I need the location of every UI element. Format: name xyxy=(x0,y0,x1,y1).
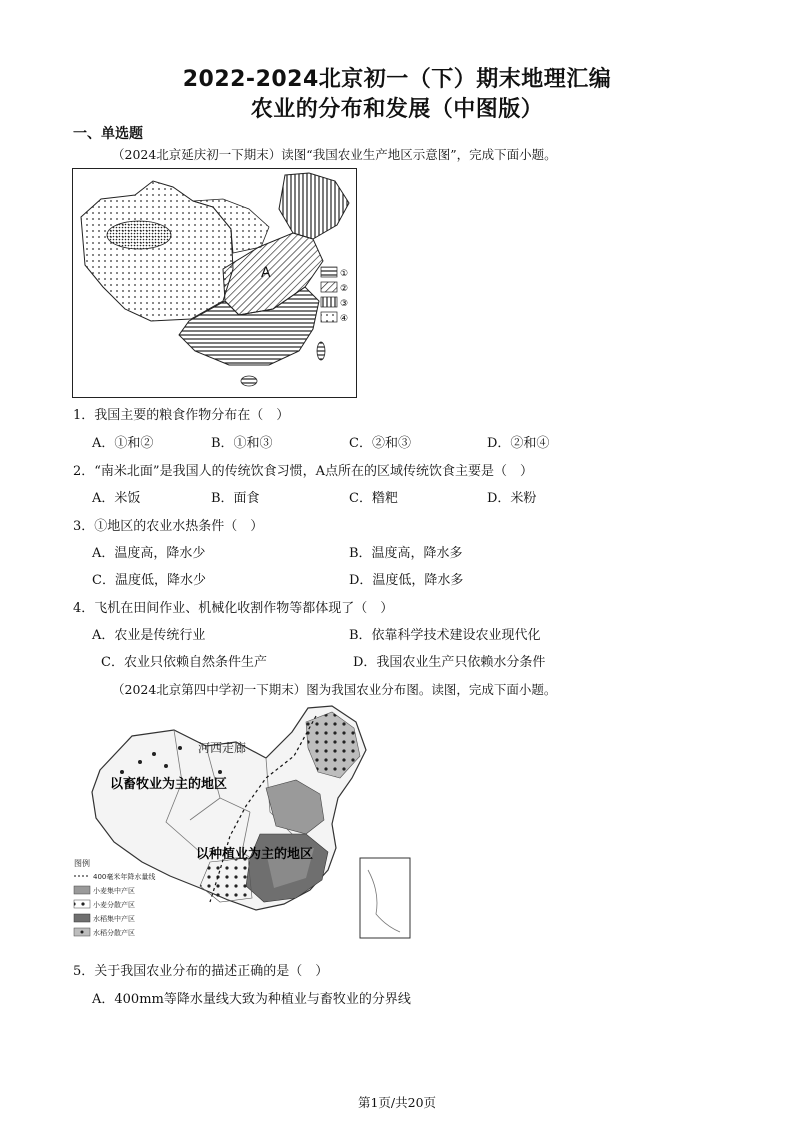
map2-legend xyxy=(74,858,155,937)
question-4-stem: 4．飞机在田间作业、机械化收割作物等都体现了（ ） xyxy=(73,601,394,616)
legend-item-1: ① xyxy=(340,269,349,279)
question-1-stem: 1．我国主要的粮食作物分布在（ ） xyxy=(73,408,290,423)
legend-rice-concentrated: 水稻集中产区 xyxy=(93,915,135,923)
legend-item-2: ② xyxy=(340,284,349,294)
map-point-a: A xyxy=(261,265,271,281)
legend-rice-dispersed: 水稻分散产区 xyxy=(93,929,135,937)
legend-isohyet: 400毫米年降水量线 xyxy=(93,873,156,881)
question-2-stem: 2．“南米北面”是我国人的传统饮食习惯，A点所在的区域传统饮食主要是（ ） xyxy=(73,464,533,479)
q1-option-c[interactable]: C．②和③ xyxy=(349,436,411,451)
legend-item-4: ④ xyxy=(340,314,349,324)
map-legend xyxy=(321,267,348,324)
q4-option-b[interactable]: B．依靠科学技术建设农业现代化 xyxy=(349,628,541,643)
q4-option-d[interactable]: D．我国农业生产只依赖水分条件 xyxy=(353,655,546,670)
legend-item-3: ③ xyxy=(340,299,349,309)
question-5-stem: 5．关于我国农业分布的描述正确的是（ ） xyxy=(73,964,329,979)
legend-wheat-concentrated: 小麦集中产区 xyxy=(93,887,135,895)
legend-wheat-dispersed: 小麦分散产区 xyxy=(93,901,135,909)
q5-option-a[interactable]: A．400mm等降水量线大致为种植业与畜牧业的分界线 xyxy=(92,992,411,1007)
q2-option-b[interactable]: B．面食 xyxy=(211,491,260,506)
agriculture-regions-map xyxy=(72,168,357,398)
q2-option-a[interactable]: A．米饭 xyxy=(92,491,141,506)
q3-option-d[interactable]: D．温度低，降水多 xyxy=(349,573,464,588)
page-footer: 第1页/共20页 xyxy=(357,1095,437,1110)
q1-option-d[interactable]: D．②和④ xyxy=(487,436,550,451)
label-hexi-corridor: 河西走廊 xyxy=(198,741,247,755)
label-pastoral-region: 以畜牧业为主的地区 xyxy=(110,777,228,792)
q2-option-d[interactable]: D．米粉 xyxy=(487,491,537,506)
q1-option-b[interactable]: B．①和③ xyxy=(211,436,273,451)
agriculture-distribution-map xyxy=(70,702,414,954)
q3-option-c[interactable]: C．温度低，降水少 xyxy=(92,573,206,588)
q4-option-a[interactable]: A．农业是传统行业 xyxy=(92,628,206,643)
group2-intro: （2024北京第四中学初一下期末）图为我国农业分布图。读图，完成下面小题。 xyxy=(112,682,557,697)
group1-intro: （2024北京延庆初一下期末）读图“我国农业生产地区示意图”，完成下面小题。 xyxy=(112,147,557,162)
document-title: 2022-2024北京初一（下）期末地理汇编 xyxy=(182,67,612,92)
q4-option-c[interactable]: C．农业只依赖自然条件生产 xyxy=(101,655,267,670)
q3-option-b[interactable]: B．温度高，降水多 xyxy=(349,546,463,561)
section-heading: 一、单选题 xyxy=(73,126,143,142)
q1-option-a[interactable]: A．①和② xyxy=(92,436,154,451)
question-3-stem: 3．①地区的农业水热条件（ ） xyxy=(73,519,264,534)
label-farming-region: 以种植业为主的地区 xyxy=(196,847,314,862)
q2-option-c[interactable]: C．糌粑 xyxy=(349,491,398,506)
document-subtitle: 农业的分布和发展（中图版） xyxy=(250,97,544,122)
q3-option-a[interactable]: A．温度高，降水少 xyxy=(92,546,206,561)
legend-title: 图例 xyxy=(74,859,90,868)
